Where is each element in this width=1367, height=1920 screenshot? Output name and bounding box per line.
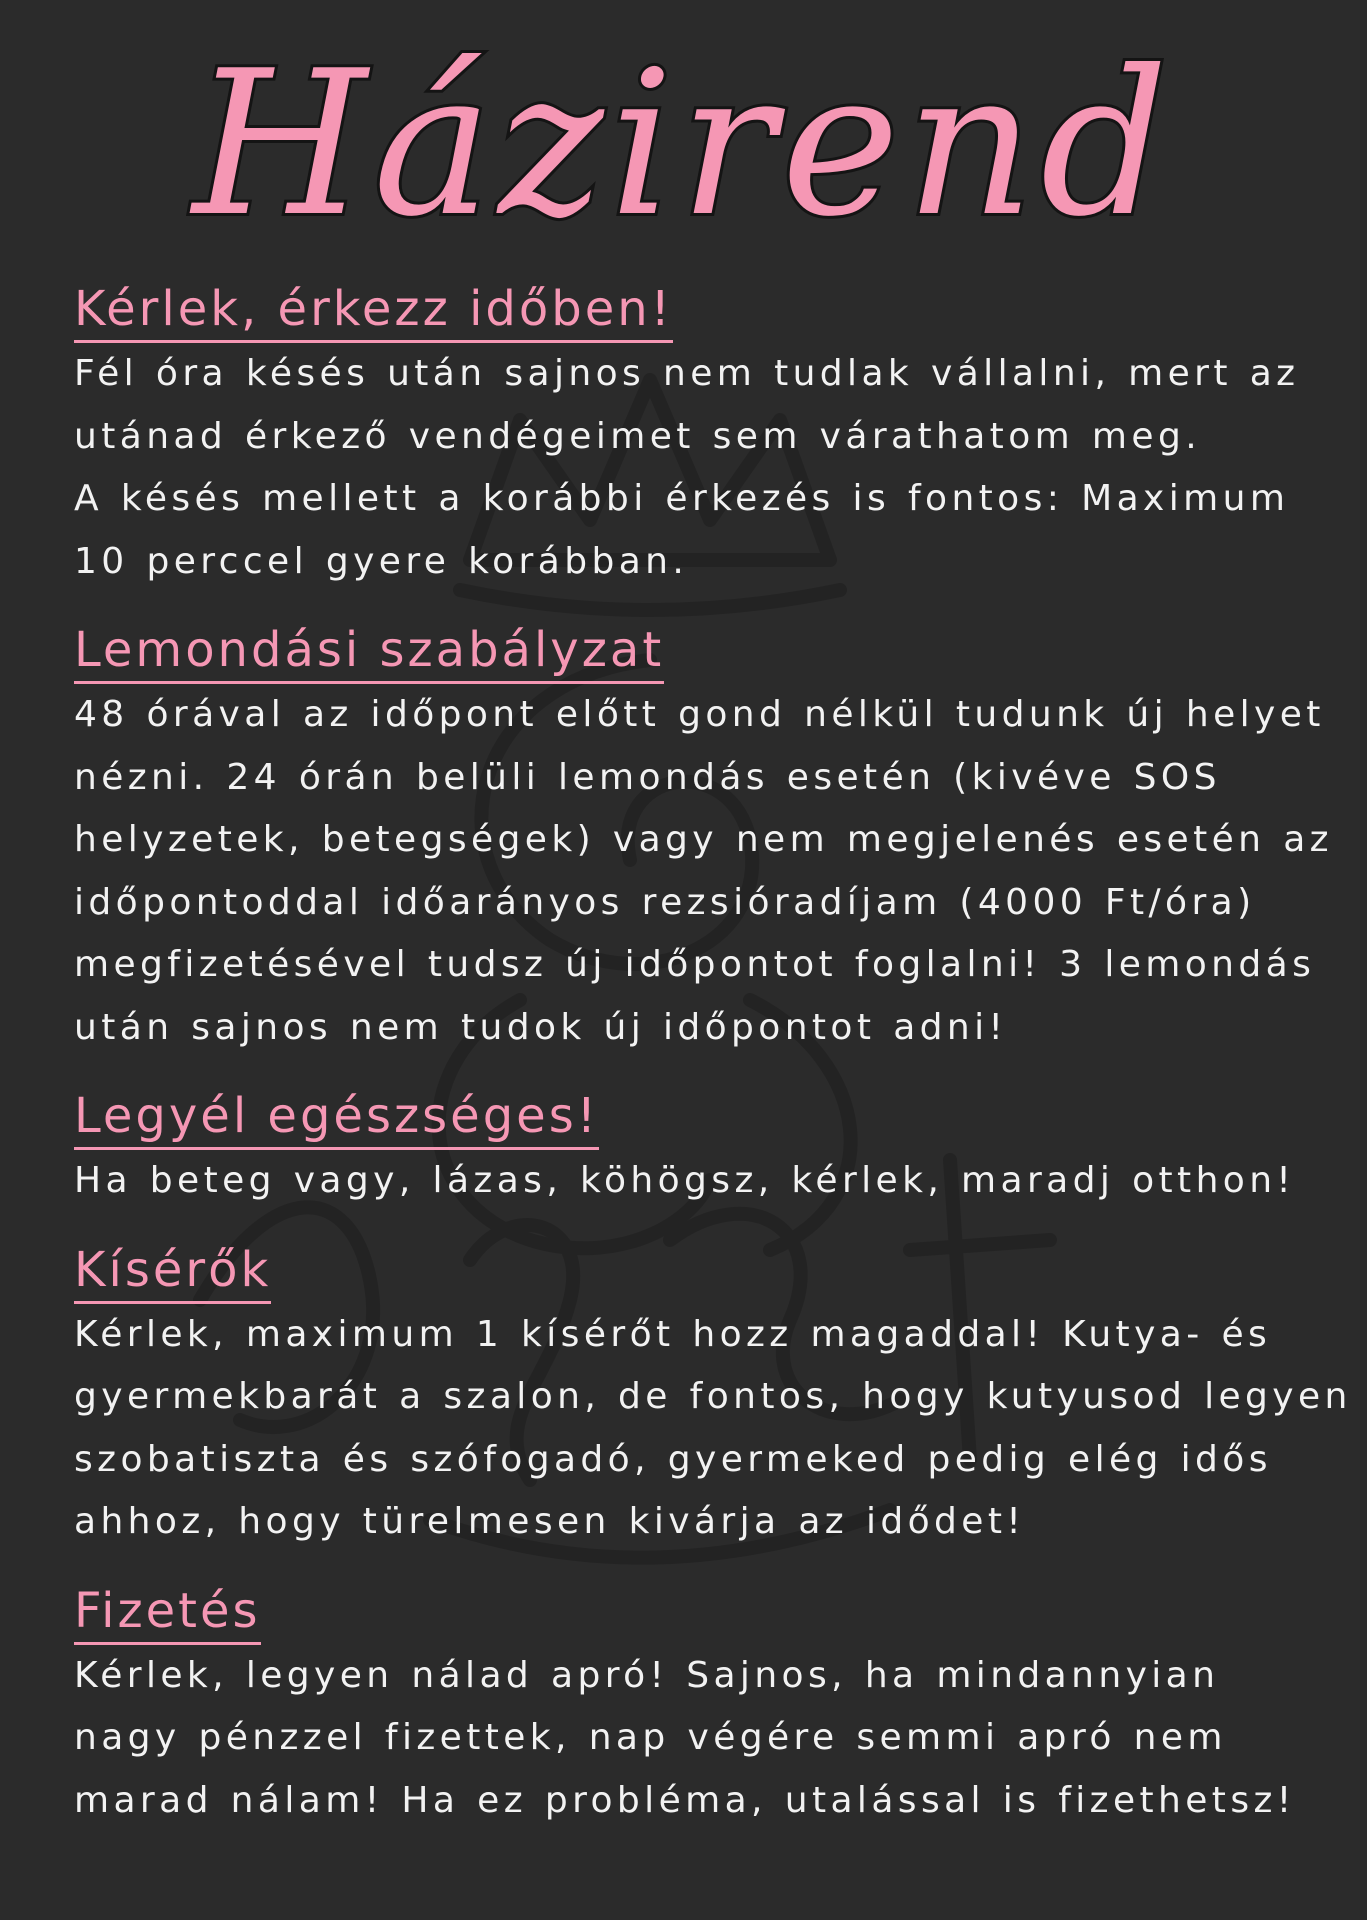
section-heading: Fizetés <box>74 1580 261 1645</box>
section-text: Fél óra késés után sajnos nem tudlak vállalni, mert az utánad érkező vendégeimet sem várathatom meg. A késés mellett a korábbi érkezés is fontos: Maximum 10 perccel gyere korábban. <box>74 353 1300 582</box>
section-text: Ha beteg vagy, lázas, köhögsz, kérlek, maradj otthon! <box>74 1160 1296 1201</box>
section-heading: Legyél egészséges! <box>74 1085 599 1150</box>
rule-section-payment <box>74 1580 1354 1833</box>
section-text: Kérlek, legyen nálad apró! Sajnos, ha mindannyian nagy pénzzel fizettek, nap végére semmi apró nem marad nálam! Ha ez probléma, utalással is fizethetsz! <box>74 1654 1296 1821</box>
rule-section-health <box>74 1085 1354 1213</box>
section-heading: Lemondási szabályzat <box>74 619 664 684</box>
section-heading: Kérlek, érkezz időben! <box>74 278 673 343</box>
rule-section-cancellation <box>74 619 1354 1059</box>
section-heading: Kísérők <box>74 1239 271 1304</box>
rules-content <box>74 278 1354 1858</box>
section-text: 48 órával az időpont előtt gond nélkül tudunk új helyet nézni. 24 órán belüli lemondás esetén (kivéve SOS helyzetek, betegségek) vagy nem megjelenés esetén az időpontoddal időarányos rezsióradíjam (4000 Ft/óra) megfizetésével tudsz új időpontot foglalni! 3 lemondás után sajnos nem tudok új időpontot adni! <box>74 694 1333 1048</box>
section-text: Kérlek, maximum 1 kísérőt hozz magaddal! Kutya- és gyermekbarát a szalon, de fontos, hogy kutyusod legyen szobatiszta és szófogadó, gyermeked pedig elég idős ahhoz, hogy türelmesen kivárja az idődet! <box>74 1313 1352 1542</box>
rule-section-arrival <box>74 278 1354 593</box>
page-title: Házirend <box>192 28 1175 261</box>
rule-section-companions <box>74 1239 1354 1554</box>
